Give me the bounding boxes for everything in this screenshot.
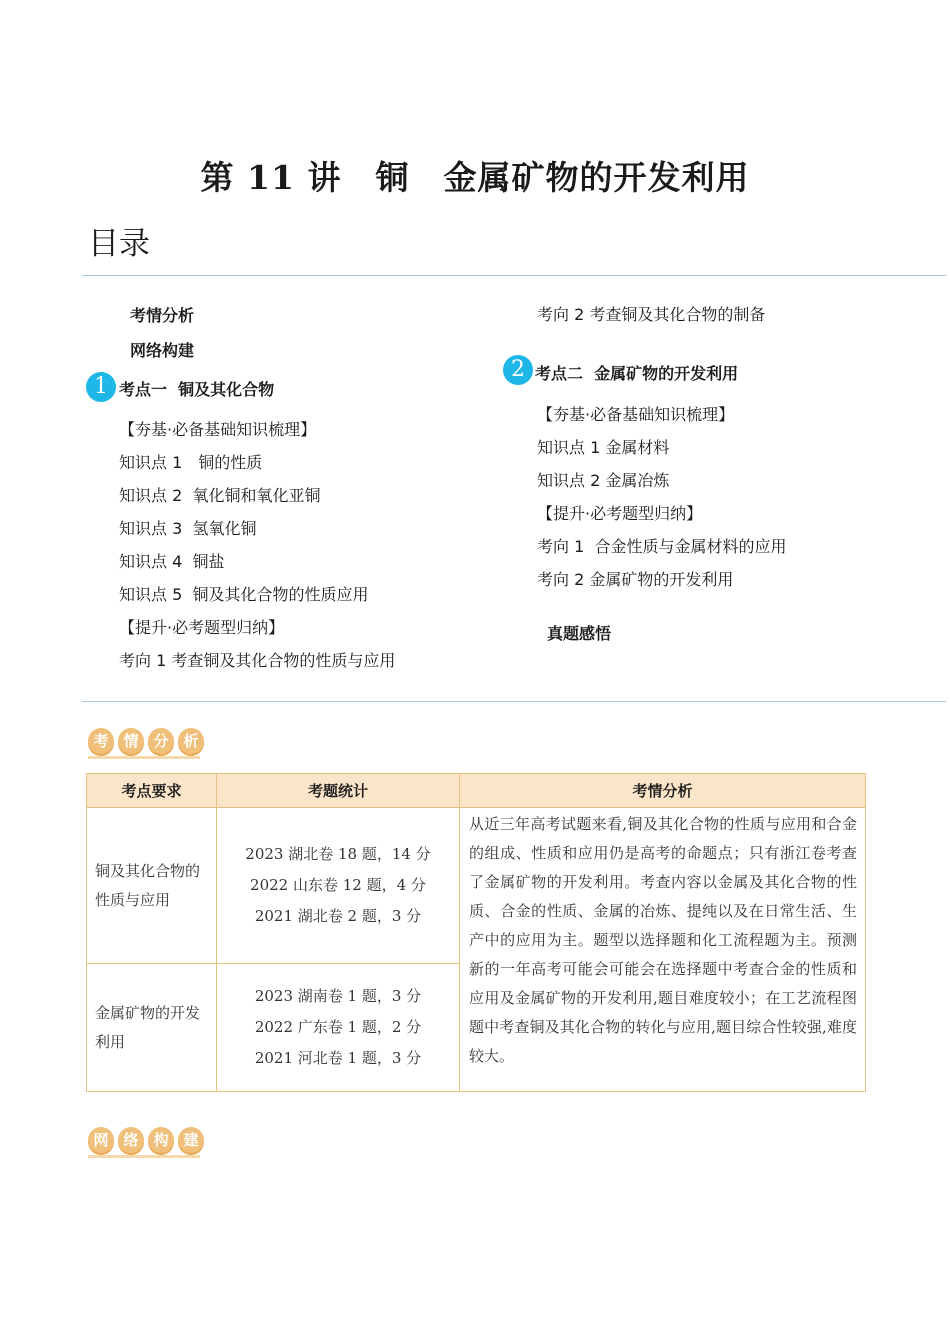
section-header-char: 构: [148, 1127, 174, 1153]
stats-cell: [217, 964, 460, 1092]
toc-kaoqing[interactable]: 考情分析: [130, 306, 195, 325]
requirement-cell: 金属矿物的开发利用: [87, 964, 217, 1092]
section-header-char: 建: [178, 1127, 204, 1153]
section-header-underline: [88, 756, 200, 759]
section-header-kaoqing: [88, 728, 204, 759]
stats-cell: [217, 808, 460, 964]
section-header-char: 析: [178, 728, 204, 754]
section-header-underline: [88, 1155, 200, 1158]
table-row: [87, 808, 866, 964]
table-header: 考点要求: [87, 774, 217, 808]
stat-line: 2021 河北卷 1 题，3 分: [254, 1049, 422, 1067]
divider-bottom: [82, 701, 946, 702]
stat-line: 2021 湖北卷 2 题，3 分: [254, 907, 422, 925]
toc-point1-title[interactable]: 考点一 铜及其化合物: [119, 380, 275, 399]
toc-point2-title[interactable]: 考点二 金属矿物的开发利用: [535, 364, 739, 383]
section-header-char: 分: [148, 728, 174, 754]
table-header: 考题统计: [217, 774, 460, 808]
stat-line: 2022 山东卷 12 题，4 分: [250, 876, 426, 894]
table-header: 考情分析: [460, 774, 866, 808]
toc-item[interactable]: 【夯基·必备基础知识梳理】: [119, 420, 317, 439]
section-header-char: 考: [88, 728, 114, 754]
analysis-cell: 从近三年高考试题来看,铜及其化合物的性质与应用和合金的组成、性质和应用仍是高考的命题点；只有浙江卷考查了金属矿物的开发利用。考查内容以金属及其化合物的性质、合金的性质、金属的冶炼、提纯以及在日常生活、生产中的应用为主。题型以选择题和化工流程题为主。预测新的一年高考可能会可能会在选择题中考查合金的性质和应用及金属矿物的开发利用,题目难度较小；在工艺流程图题中考查铜及其化合物的转化与应用,题目综合性较强,难度较大。: [460, 808, 866, 1092]
exam-analysis-table: [86, 773, 866, 1092]
requirement-cell: 铜及其化合物的性质与应用: [87, 808, 217, 964]
point1-badge: 1: [86, 372, 116, 402]
stat-line: 2022 广东卷 1 题，2 分: [254, 1018, 422, 1036]
toc-heading: 目录: [88, 226, 150, 262]
section-header-char: 网: [88, 1127, 114, 1153]
stat-line: 2023 湖南卷 1 题，3 分: [254, 987, 422, 1005]
toc-item[interactable]: 知识点 2 金属冶炼: [537, 471, 670, 490]
toc-item[interactable]: 知识点 1 金属材料: [537, 438, 670, 457]
section-header-wangluo: [88, 1127, 204, 1158]
toc-item[interactable]: 考向 2 考查铜及其化合物的制备: [537, 305, 766, 324]
toc-item[interactable]: 知识点 3 氢氧化铜: [119, 519, 257, 538]
toc-zhenti[interactable]: 真题感悟: [547, 624, 612, 643]
section-header-char: 络: [118, 1127, 144, 1153]
toc-item[interactable]: 考向 1 考查铜及其化合物的性质与应用: [119, 651, 396, 670]
toc-wangluo[interactable]: 网络构建: [130, 341, 195, 360]
toc-item[interactable]: 知识点 2 氧化铜和氧化亚铜: [119, 486, 321, 505]
toc-item[interactable]: 【夯基·必备基础知识梳理】: [537, 405, 735, 424]
page-title: 第 11 讲 铜 金属矿物的开发利用: [200, 158, 750, 197]
toc-item[interactable]: 考向 1 合金性质与金属材料的应用: [537, 537, 787, 556]
toc-item[interactable]: 知识点 5 铜及其化合物的性质应用: [119, 585, 369, 604]
point2-badge: 2: [503, 355, 533, 385]
toc-item[interactable]: 知识点 4 铜盐: [119, 552, 225, 571]
stat-line: 2023 湖北卷 18 题，14 分: [245, 845, 431, 863]
section-header-char: 情: [118, 728, 144, 754]
toc-item[interactable]: 【提升·必考题型归纳】: [537, 504, 703, 523]
divider-top: [82, 275, 946, 276]
toc-item[interactable]: 【提升·必考题型归纳】: [119, 618, 285, 637]
toc-item[interactable]: 考向 2 金属矿物的开发利用: [537, 570, 734, 589]
toc-item[interactable]: 知识点 1 铜的性质: [119, 453, 263, 472]
